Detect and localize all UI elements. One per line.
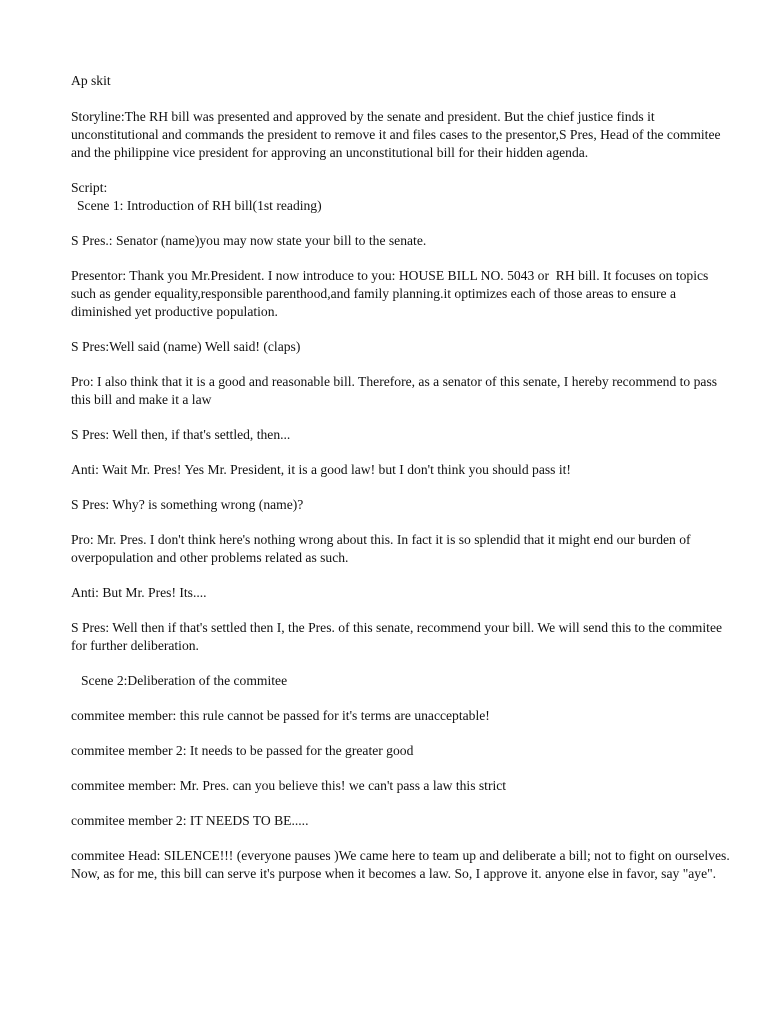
script-line: S Pres.: Senator (name)you may now state your bill to the senate. xyxy=(71,233,427,248)
script-label: Script: xyxy=(71,180,108,195)
scene-1-heading: Scene 1: Introduction of RH bill(1st reading) xyxy=(77,198,322,213)
scene-2-heading: Scene 2:Deliberation of the commitee xyxy=(81,673,288,688)
script-line: S Pres: Why? is something wrong (name)? xyxy=(71,497,304,512)
script-line: Pro: Mr. Pres. I don't think here's nothing wrong about this. In fact it is so splendid that it might end our burden of overpopulation and other problems related as such. xyxy=(71,532,694,565)
script-line: S Pres: Well then, if that's settled, then... xyxy=(71,427,291,442)
script-line: S Pres: Well then if that's settled then I, the Pres. of this senate, recommend your bill. We will send this to the commitee for further deliberation. xyxy=(71,620,726,653)
script-line: commitee member 2: It needs to be passed for the greater good xyxy=(71,743,414,758)
script-line: commitee member 2: IT NEEDS TO BE..... xyxy=(71,813,309,828)
script-line: commitee member: this rule cannot be passed for it's terms are unacceptable! xyxy=(71,708,490,723)
script-line: Pro: I also think that it is a good and reasonable bill. Therefore, as a senator of this senate, I hereby recommend to pass this bill and make it a law xyxy=(71,374,721,407)
document-title: Ap skit xyxy=(71,73,111,88)
script-line: Anti: But Mr. Pres! Its.... xyxy=(71,585,207,600)
document-page xyxy=(71,72,734,900)
script-line: Presentor: Thank you Mr.President. I now introduce to you: HOUSE BILL NO. 5043 or RH bill. It focuses on topics such as gender equality,responsible parenthood,and family planning.it optimizes each of those areas to ensure a diminished yet productive population. xyxy=(71,268,712,319)
script-line: commitee member: Mr. Pres. can you believe this! we can't pass a law this strict xyxy=(71,778,507,793)
script-line: commitee Head: SILENCE!!! (everyone pauses )We came here to team up and deliberate a bill; not to fight on ourselves. Now, as for me, this bill can serve it's purpose when it becomes a law. So, I approve it. anyone else in favor, say "aye". xyxy=(71,848,734,881)
script-line: S Pres:Well said (name) Well said! (claps) xyxy=(71,339,301,354)
script-line: Anti: Wait Mr. Pres! Yes Mr. President, it is a good law! but I don't think you should pass it! xyxy=(71,462,571,477)
storyline-paragraph: Storyline:The RH bill was presented and approved by the senate and president. But the chief justice finds it unconstitutional and commands the president to remove it and files cases to the presentor,S Pres, Head of the commitee and the philippine vice president for approving an unconstitutional bill for their hidden agenda. xyxy=(71,109,724,160)
